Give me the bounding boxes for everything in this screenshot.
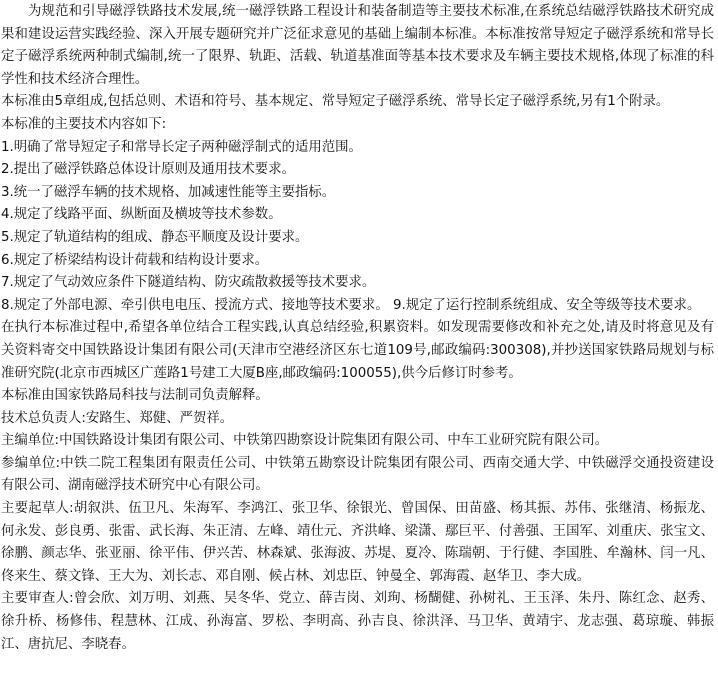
- content-item-5: 5.规定了轨道结构的组成、静态平顺度及设计要求。: [1, 229, 309, 245]
- composition-paragraph: 本标准由5章组成,包括总则、术语和符号、基本规定、常导短定子磁浮系统、常导长定子磁浮系统,另有1个附录。: [1, 94, 670, 110]
- content-item-7: 7.规定了气动效应条件下隧道结构、防灾疏散救援等技术要求。: [1, 275, 376, 291]
- content-item-6: 6.规定了桥梁结构设计荷载和结构设计要求。: [1, 252, 269, 268]
- content-item-4: 4.规定了线路平面、纵断面及横坡等技术参数。: [1, 207, 282, 223]
- content-item-2: 2.提出了磁浮铁路总体设计原则及通用技术要求。: [1, 162, 295, 178]
- main-drafters: 主要起草人:胡叙洪、伍卫凡、朱海军、李鸿江、张卫华、徐银光、曾国保、田苗盛、杨其振、苏伟、张继清、杨振龙、何永发、彭良勇、张雷、武长海、朱正清、左峰、靖仕元、齐洪峰、梁潇、鄢巨平、付善强、王国军、刘重庆、张宝文、徐鹏、颜志华、张亚丽、徐平伟、伊兴苦、林森斌、张海波、苏堤、夏冷、陈瑞朝、于行健、李国胜、牟瀚林、闫一凡、佟来生、蔡文锋、王大为、刘长志、邓自刚、候占林、刘忠臣、钟曼全、郭海霞、赵华卫、李大成。: [1, 501, 714, 584]
- content-item-1: 1.明确了常导短定子和常导长定子两种磁浮制式的适用范围。: [1, 139, 362, 155]
- content-item-8-9: 8.规定了外部电源、牵引供电电压、授流方式、接地等技术要求。 9.规定了运行控制系统组成、安全等级等技术要求。: [1, 297, 701, 313]
- feedback-paragraph: 在执行本标准过程中,希望各单位结合工程实践,认真总结经验,积累资料。如发现需要修改和补充之处,请及时将意见及有关资料寄交中国铁路设计集团有限公司(天津市空港经济区东七道109号,邮政编码:300308),并抄送国家铁路局规划与标准研究院(北京市西城区广莲路1号建工大厦B座,邮政编码:100055),供今后修订时参考。: [1, 320, 714, 381]
- content-item-3: 3.统一了磁浮车辆的技术规格、加减速性能等主要指标。: [1, 184, 336, 200]
- main-reviewers: 主要审查人:曾会欣、刘万明、刘燕、吴冬华、党立、薛吉岗、刘珣、杨醐健、孙树礼、王玉泽、朱丹、陈红念、赵秀、徐升桥、杨修伟、程慧林、江成、孙海富、罗松、李明高、孙吉良、徐洪泽、马卫华、黄靖宇、龙志强、葛琼璇、韩振江、唐抗尼、李晓春。: [1, 591, 714, 652]
- preface-paragraph: 为规范和引导磁浮铁路技术发展,统一磁浮铁路工程设计和装备制造等主要技术标准,在系统总结磁浮铁路技术研究成果和建设运营实践经验、深入开展专题研究并广泛征求意见的基础上编制本标准。本标准按常导短定子磁浮系统和常导长定子磁浮系统两种制式编制,统一了限界、轨距、活载、轨道基准面等基本技术要求及车辆主要技术规格,体现了标准的科学性和技术经济合理性。: [1, 4, 714, 87]
- participating-units: 参编单位:中铁二院工程集团有限责任公司、中铁第五勘察设计院集团有限公司、西南交通大学、中铁磁浮交通投资建设有限公司、湖南磁浮技术研究中心有限公司。: [1, 455, 714, 494]
- interpretation-paragraph: 本标准由国家铁路局科技与法制司负责解释。: [1, 388, 269, 404]
- technical-leaders: 技术总负责人:安路生、郑健、严贺祥。: [1, 410, 234, 426]
- chief-editing-units: 主编单位:中国铁路设计集团有限公司、中铁第四勘察设计院集团有限公司、中车工业研究院有限公司。: [1, 433, 609, 449]
- main-content-heading: 本标准的主要技术内容如下:: [1, 116, 167, 132]
